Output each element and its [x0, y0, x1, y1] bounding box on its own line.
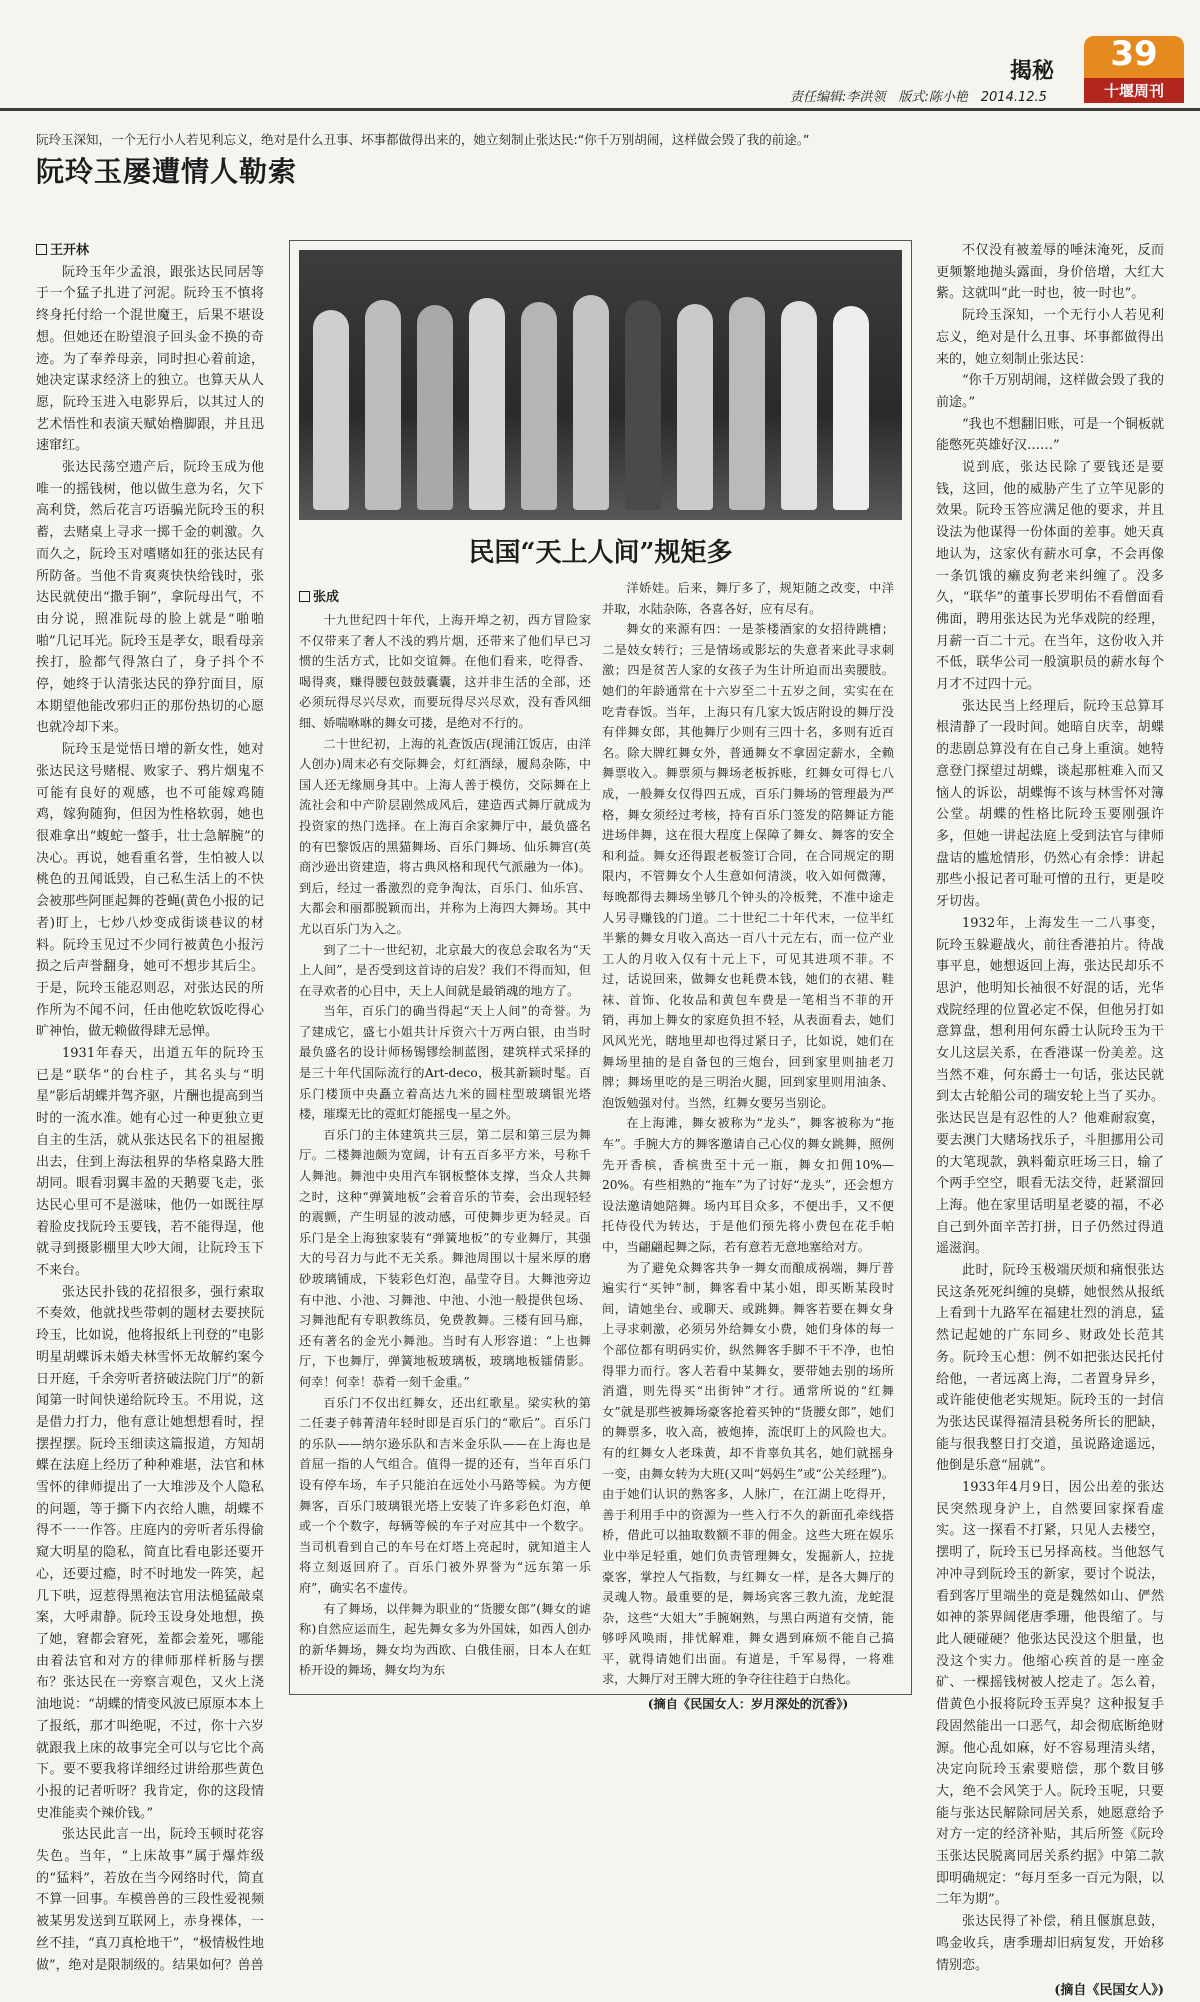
article-paragraph: 张达民当上经理后，阮玲玉总算耳根清静了一段时间。她暗自庆幸，胡蝶的悲剧总算没有在自己身上重演。她特意登门探望过胡蝶，谈起那桩难入而又恼人的诉讼，胡蝶悔不该与林雪怀对簿公堂。胡蝶的性格比阮玲玉要刚强许多，但她一讲起法庭上受到法官与律师盘诘的尴尬情形，仍然心有余悸：讲起那些小报记者可耻可憎的丑行，更是咬牙切齿。	[936, 698, 1164, 910]
article-paragraph: 1932年，上海发生一二八事变，阮玲玉躲避战火，前往香港拍片。待战事平息，她想返回上海，张达民却乐不思沪，他明知长袖很不好混的话，光华戏院经理的位置必定不保，但他另打如意算盘，想利用何东爵士认阮玲玉为干女儿这层关系，在香港谋一份美差。这当然不难，何东爵士一句话，张达民就到太古轮船公司的瑞安轮上当了买办。张达民岂是有忍性的人？他难耐寂寞，要去澳门大赌场找乐子，斗胆挪用公司的大笔现款，孰料葡京旺场三日，输了个两手空空，眼看无法交待，赶紧溜回上海。他在家里话明星老婆的福，不必自己到外面辛苦打拼，日子仍然过得逍遥滋润。	[936, 915, 1164, 1257]
main-source: (摘自《民国女人》)	[1054, 1983, 1164, 1999]
main-byline: 王开林	[36, 240, 264, 262]
sidebar-column-2	[602, 578, 894, 1712]
header-rule	[0, 108, 1200, 111]
section-label: 揭秘	[1010, 59, 1055, 84]
page-number: 39	[1110, 34, 1158, 74]
article-paragraph: 阮玲玉年少孟浪，跟张达民同居等于一个猛子扎进了河泥。阮玲玉不慎将终身托付给一个混世魔王，后果不堪设想。但她还在盼望浪子回头金不换的奇迹。为了奉养母亲，同时担心着前途，她决定谋求经济上的独立。也算天从人愿，阮玲玉进入电影界后，以其过人的艺术悟性和表演天赋始橹脚跟，并且迅速窜红。	[36, 264, 264, 454]
sidebar-paragraph: 舞女的来源有四：一是茶楼酒家的女招待跳槽；二是妓女转行；三是情场或影坛的失意者来此寻求刺激；四是贫苦人家的女孩子为生计所迫而出卖腰肢。她们的年龄通常在十六岁至二十五岁之间，实实在在吃青春饭。当年，上海只有几家大饭店附设的舞厅没有伴舞女郎，其他舞厅少则有三四十名，多则有近百名。除大牌红舞女外，普通舞女不拿固定薪水，全赖舞票收入。舞票须与舞场老板拆账，红舞女可得七八成，一般舞女仅得四五成，百乐门舞场的管理最为严格，舞女须经过考核，持有百乐门签发的陪舞证方能进场伴舞，这在很大程度上保障了舞女、舞客的安全和利益。舞女还得跟老板签订合同，在合同规定的期限内，不管舞女个人生意如何清淡，收入如何微薄，每晚都得去舞场坐够几个钟头的冷板凳，不准中途走人另寻赚钱的门道。二十世纪二十年代末，一位半红半紫的舞女月收入高达一百八十元左右，而一位产业工人的月收入仅有十元上下，可见其进项不菲。不过，话说回来，做舞女也耗费本钱，她们的衣裙、鞋袜、首饰、化妆品和黄包车费是一笔相当不菲的开销，再加上舞女的家庭负担不轻，从表面看去，她们风风光光，瞎地里却也得过紧日子，比如说，她们在舞场里抽的是自备包的三炮台，回到家里则抽老刀牌；舞场里吃的是三明治火腿，回到家里则用油条、泡饭勉强对付。当然，红舞女要另当别论。	[602, 622, 894, 1110]
sidebar-paragraph: 有了舞场，以伴舞为职业的“货腰女郎”(舞女的谑称)自然应运而生，起先舞女多为外国妹，如西人创办的新华舞场，舞女均为西欧、白俄佳丽，日本人在虹桥开设的舞场，舞女均为东	[299, 1601, 591, 1678]
article-paragraph: “你千万别胡闹，这样做会毁了我的前途。”	[936, 373, 1164, 410]
sidebar-paragraph: 到了二十一世纪初，北京最大的夜总会取名为“天上人间”，是否受到这首诗的启发？我们不得而知，但在寻欢者的心目中，天上人间就是最销魂的地方了。	[299, 942, 591, 998]
pull-quote: 阮玲玉深知，一个无行小人若见利忘义，绝对是什么丑事、坏事都做得出来的，她立刻制止张达民:“你千万别胡闹，这样做会毁了我的前途。”	[36, 132, 810, 147]
sidebar-paragraph: 十九世纪四十年代，上海开埠之初，西方冒险家不仅带来了奢人不浅的鸦片烟，还带来了他们早已习惯的生活方式，比如交谊舞。在他们看来，吃得香、喝得爽，赚得腰包鼓鼓囊囊，这并非生活的全部，还必须玩得尽兴尽欢，而要玩得尽兴尽欢，没有香风细细、娇喘咻咻的舞女可搂，是绝对不行的。	[299, 613, 591, 730]
article-paragraph: 不仅没有被羞辱的唾沫淹死，反而更频繁地抛头露面，身价倍增，大红大紫。这就叫“此一时也，彼一时也”。	[936, 243, 1164, 302]
article-paragraph: 张达民荡空遗产后，阮玲玉成为他唯一的摇钱树，他以做生意为名，欠下高利贷，然后花言巧语骗光阮玲玉的积蓄，去赌桌上寻求一掷千金的刺激。久而久之，阮玲玉对嗜赌如狂的张达民有所防备。当他不肯爽爽快快给钱时，张达民就使出“撒手锏”，拿阮母出气，不由分说，照准阮母的脸上就是“啪啪啪”几记耳光。阮玲玉是孝女，眼看母亲挨打，脸都气得煞白了，身子抖个不停，她终于认清张达民的狰狞面目，原本期望他能改邪归正的那份热切的心愿也就冷却下来。	[36, 460, 264, 736]
article-paragraph: 1933年4月9日，因公出差的张达民突然现身沪上，自然要回家探看虚实。这一探看不打紧，只见人去楼空，摆明了，阮玲玉已另择高枝。当他怒气冲冲寻到阮玲玉的新家，要讨个说法，看到客厅里端坐的竟是魏然如山、俨然如神的茶界阔佬唐季珊，他畏缩了。与此人硬碰硬？他张达民没这个胆量，也没这个实力。他缩心疾首的是一座金矿、一棵摇钱树被人挖走了。怎么着，借黄色小报将阮玲玉弄臭？这种报复手段固然能出一口恶气，却会彻底断绝财源。他心乱如麻，好不容易理清头绪，决定向阮玲玉索要赔偿，那个数目够大，绝不会风笑于人。阮玲玉呢，只要能与张达民解除同居关系，她愿意给予对方一定的经济补贴，其后所签《阮玲玉张达民脱离同居关系约据》中第二款即明确规定：“每月至多一百元为限，以二年为期”。	[936, 1480, 1164, 1908]
main-headline: 阮玲玉屡遭情人勒索	[36, 155, 298, 188]
sidebar-headline: 民国“天上人间”规矩多	[468, 538, 733, 568]
sidebar-column-1	[299, 610, 591, 1688]
article-paragraph: 张达民得了补偿，稍且偃旗息鼓，鸣金收兵，唐季珊却旧病复发，开始移情别恋。	[936, 1914, 1164, 1973]
sidebar-paragraph: 二十世纪初，上海的礼查饭店(现浦江饭店，由洋人创办)周末必有交际舞会，灯红酒绿，履舄杂陈，中国人还无缘厕身其中。上海人善于模仿，交际舞在上流社会和中产阶层剧然成风后，建造西式舞厅就成为投资家的热门选择。在上海百余家舞厅中，最负盛名的有巴黎饭店的黑猫舞场、百乐门舞场、仙乐舞宫(英商沙逊出资建造，将古典风格和现代气派融为一体)。到后，经过一番激烈的竞争淘汰，百乐门、仙乐宫、大都会和丽都脱颖而出，并称为上海四大舞场。其中尤以百乐门为入之。	[299, 736, 591, 936]
sidebar-paragraph: 当年，百乐门的确当得起“天上人间”的奇誉。为了建成它，盛七小姐共计斥资六十万两白银，由当时最负盛名的设计师杨锡镠绘制蓝图，建筑样式采择的是三十年代国际流行的Art-deco，极其新颖时髦。百乐门楼顶中央矗立着高达九米的圆柱型玻璃银光塔楼，璀璨无比的霓虹灯能摇曳一星之外。	[299, 1004, 591, 1122]
article-paragraph: 张达民扑钱的花招很多，强行索取不奏效，他就找些带刺的题材去要挟阮玲玉，比如说，他将报纸上刊登的“电影明星胡蝶诉未婚夫林雪怀无故解约案今日开庭，千余旁听者挤破法院门厅”的新闻第一时间快递给阮玲玉。不用说，这是借力打力，他有意让她想想看时，捏摆捏摆。阮玲玉细读这篇报道，方知胡蝶在法庭上经历了种种难堪，法官和林雪怀的律师提出了一大堆涉及个人隐私的问题，等于撕下内衣给人瞧，胡蝶不得不一一作答。庄庭内的旁听者乐得偷窥大明星的隐私，简直比看电影还要开心，还要过瘾，时不时地发一阵笑，起几下哄，逗惹得黑袍法官用法槌猛敲桌案，大呼肃静。阮玲玉设身处地想，换了她，窘都会窘死，羞都会羞死，哪能由着法官和对方的律师那样析肠与摆布？张达民在一旁察言观色，又火上浇油地说：“胡蝶的情变风波已原原本本上了报纸，那才叫绝呢，不过，你十六岁就跟我上床的故事完全可以与它比个高下。要不要我将详细经过讲给那些黄色小报的记者听呀？我肯定，你的这段情史准能卖个辣价钱。”	[36, 1284, 264, 1821]
article-paragraph: 说到底，张达民除了要钱还是要钱，这回，他的威胁产生了立竿见影的效果。阮玲玉答应满足他的要求，并且设法为他谋得一份体面的差事。她天真地认为，这家伙有薪水可拿，不会再像一条饥饿的癞皮狗老来纠缠了。没多久，“联华”的董事长罗明佑不看僧面看佛面，聘用张达民为光华戏院的经理，月薪一百二十元。在当年，这份收入并不低，联华公司一般演职员的薪水每个月才不过四十元。	[936, 460, 1164, 693]
sidebar-paragraph: 百乐门的主体建筑共三层，第二层和第三层为舞厅。二楼舞池颇为宽阔，计有五百多平方米，号称千人舞池。舞池中央用汽车钢板整体支撑，当众人共舞之时，这种“弹簧地板”会着音乐的节奏，会出现轻轻的震颤，产生明显的波动感，可使舞步更为轻灵。百乐门是全上海独家装有“弹簧地板”的专业舞厅，其强大的号召力与此不无关系。舞池周围以十屋米厚的磨砂玻璃铺成，下装彩色灯泡，晶莹夺目。大舞池旁边有中池、小池、习舞池、中池、小池一般提供包场、习舞池配有专职教练员，免费教舞。三楼有回马廊，还有著名的金光小舞池。当时有人形容道：“上也舞厅，下也舞厅，弹簧地板玻璃板，玻璃地板镭倩影。何幸！何幸！恭肴一刻千金重。”	[299, 1127, 591, 1389]
sidebar-paragraph: 百乐门不仅出红舞女，还出红歌星。梁实秋的第二任妻子韩菁清年轻时即是百乐门的“歌后”。百乐门的乐队——纳尔逊乐队和吉米金乐队——在上海也是首屈一指的人气组合。值得一提的还有，当年百乐门设有停车场，车子只能泊在远处小马路等候。为方便舞客，百乐门玻璃银光塔上安装了许多彩色灯泡，单或一个个数字，每辆等候的车子对应其中一个数字。当司机看到自己的车号在灯塔上亮起时，就知道主人将立刻返回府了。百乐门被外界誉为“远东第一乐府”，确实名不虚传。	[299, 1395, 591, 1595]
paper-name: 十堰周刊	[1084, 78, 1184, 103]
article-paragraph: 阮玲玉是觉悟日增的新女性，她对张达民这号赌棍、败家子、鸦片烟鬼不可能有良好的观感，也不可能嫁鸡随鸡，嫁狗随狗，但因为性格软弱，她也很难拿出“蝮蛇一螫手，壮士急解腕”的决心。再说，她看重名誉，生怕被人以桃色的丑闻诋毁，自己私生活上的不快会被那些阿匪起舞的苍蝇(黄色小报的记者)盯上，七炒八炒变成街谈巷议的材料。阮玲玉见过不少同行被黄色小报污损之后声誉翻身，她可不想步其后尘。于是，阮玲玉能忍则忍，对张达民的所作所为不闻不问，任由他吃软饭吃得心旷神怡，做无赖做得肆无忌惮。	[36, 742, 264, 1040]
article-paragraph: 阮玲玉深知，一个无行小人若见利忘义，绝对是什么丑事、坏事都做得出来的，她立刻制止张达民：	[936, 308, 1164, 367]
sidebar-source: (摘自《民国女人：岁月深处的沉香》)	[647, 1697, 849, 1712]
article-paragraph: 张达民此言一出，阮玲玉顿时花容失色。当年，“上床故事”属于爆炸级的“猛料”，若放在当今网络时代，简直不算一回事。车模兽兽的三段性爱视频被某男发送到互联网上，赤身裸体，一丝不挂，“真刀真枪地干”，“极情极性地做”，绝对是限制级的。结果如何？兽兽	[36, 1827, 264, 1973]
article-paragraph: 1931年春天，出道五年的阮玲玉已是“联华”的台柱子，其名头与“明星”影后胡蝶并驾齐驱，片酬也提高到当时的一流水准。她有心过一种更独立更自主的生活，就从张达民名下的祖屋搬出去，住到上海法租界的华格臬路大胜胡同。眼看羽翼丰盈的天鹅要飞走，张达民心里可不是滋味，他仍一如既往厚着脸皮找阮玲玉要钱，若不能得逞，他就寻到摄影棚里大吵大闹，让阮玲玉下不来台。	[36, 1046, 264, 1279]
article-paragraph: 此时，阮玲玉极端厌烦和痛恨张达民这条死死纠缠的臭蟒，她恨然从报纸上看到十九路军在福建壮烈的消息，猛然记起她的广东同乡、财政处长范其务。阮玲玉心想：例不如把张达民托付给他，一者远离上海，二者置身异乡，或许能使他老实规矩。阮玲玉的一封信为张达民谋得福清县税务所长的肥缺，能与很我整日打交道，虽说路途遥远，他倒是乐意“屈就”。	[936, 1263, 1164, 1474]
article-paragraph: “我也不想翻旧账，可是一个铜板就能憋死英雄好汉……”	[936, 416, 1164, 454]
main-article-left-column	[36, 240, 264, 1973]
sidebar-paragraph: 为了避免众舞客共争一舞女而酿成祸端，舞厅普遍实行“买钟”制，舞客看中某小姐，即买断某段时间，请她坐台、或聊天、或跳舞。舞客若要在舞女身上寻求刺激，必须另外给舞女小费，她们身体的每一个部位都有明码实价，纵然舞客手脚不干不净，也怕得罪力而行。客人若看中某舞女，要带她去别的场所消遣，则先得买“出街钟”才行。通常所说的“红舞女”就是那些被舞场豪客抢着买钟的“货腰女郎”，她们的舞票多，收入高，被炮捧，流氓盯上的风险也大。有的红舞女人老珠黄，却不肯辜负其名，她们就摇身一变，由舞女转为大班(又叫“妈妈生”或“公关经理”)。由于她们认识的熟客多，人脉广，在江湖上吃得开，善于利用手中的资源为一些入行不久的新面孔牵线搭桥，借此可以抽取数额不菲的佣金。这些大班在娱乐业中举足轻重，她们负责管理舞女，发掘新人，拉拢豪客，掌控人气指数，与红舞女一样，是各大舞厅的灵魂人物。最重要的是，舞场宾客三教九流，龙蛇混杂，这些“大姐大”手腕娴熟，与黑白两道有交情，能够呼风唤雨，排忧解难，舞女遇到麻烦不能自己搞平，就得请她们出面。有道是，千军易得，一将难求，大舞厅对王牌大班的争夺往往趋于白热化。	[602, 1260, 894, 1687]
main-article-right-column	[936, 240, 1164, 1999]
sidebar-paragraph: 在上海滩，舞女被称为“龙头”，舞客被称为“拖车”。手腕大方的舞客邀请自己心仪的舞女跳舞，照例先开香槟，香槟贵至十元一瓶，舞女扣佣10%—20%。有些相熟的“拖车”为了讨好“龙头”，还会想方设法邀请她陪舞。场内耳目众多，不便出手，又不便托侍役代为转达，于是他们预先将小费包在花手帕中，当翩翩起舞之际，若有意若无意地塞给对方。	[602, 1116, 894, 1254]
group-photo-actresses	[299, 250, 902, 520]
sidebar-paragraph: 洋娇娃。后来，舞厅多了，规矩随之改变，中洋并取，水陆杂陈，各喜各好，应有尽有。	[602, 581, 894, 616]
editor-credit-line: 责任编辑:李洪领 版式:陈小艳 2014.12.5	[790, 90, 1047, 105]
sidebar-byline: 张成	[299, 586, 339, 605]
